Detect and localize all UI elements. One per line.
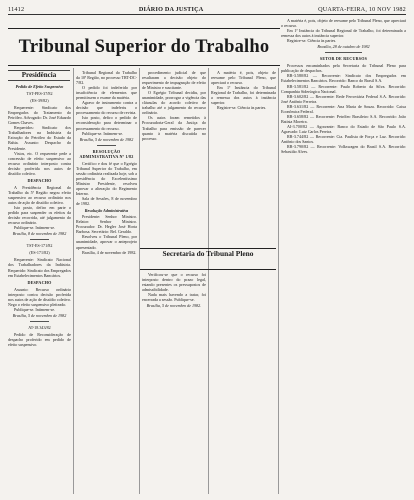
paragraph: Processos encaminhados pela Secretaria do Tribunal Pleno para publicação de despachos.	[281, 63, 406, 74]
separator	[325, 52, 363, 53]
column-3	[142, 70, 206, 245]
signature-date: Brasília, 28 de outubro de 1982	[317, 44, 370, 50]
paragraph: Resolveu o Tribunal Pleno, por unanimidade, aprovar o anteprojeto apresentado.	[76, 234, 137, 250]
paragraph: A matéria é, pois, objeto de reexame pelo Tribunal Pleno, que apreciará o recurso.	[281, 18, 406, 29]
list-item: RR-3.581/82 — Recorrente: Paulo Roberto da Silva. Recorrido: Companhia Siderúrgica Nacional.	[281, 83, 406, 94]
column-1	[8, 82, 71, 492]
paragraph: procedimento judicial de que resultaram a decisão objeto do requerimento de impugnação de efeito de Ministro e suscitante.	[142, 70, 206, 91]
paragraph: Em 1ª Instância do Tribunal Regional de Trabalho, foi determinada a remessa dos autos à instância superior.	[211, 85, 276, 106]
subheading: Pedido de Efeito Suspensivo	[15, 84, 64, 89]
paragraph: Requeridos: Sindicato dos Trabalhadores na Indústria da Extração do Petróleo do Estado da Bahia. Assunto: Despacho do Presidente.	[8, 125, 71, 151]
separator	[30, 321, 49, 322]
separator	[97, 145, 115, 146]
paragraph: Os autos foram remetidos à Procuradoria-Geral da Justiça do Trabalho para emissão de parecer quanto à matéria discutida no processo.	[142, 115, 206, 141]
paragraph: Agravo de instrumento contra a decisão que indeferiu o processamento do recurso de revista.	[76, 100, 137, 116]
paragraph: Requerente: Sindicato dos Empregados do Tratamento do Petróleo. Advogado: Dr. José Eduardo Gomes Chaves.	[8, 105, 71, 126]
paragraph: A matéria é, pois, objeto de reexame pelo Tribunal Pleno, que apreciará o recurso.	[211, 70, 276, 86]
list-item: RR-3.744/82 — Recorrente: Cia. Paulista de Força e Luz. Recorrido: Antônio dos Santos.	[281, 133, 406, 145]
subheading: DESPACHO	[27, 177, 52, 183]
journal-title: DIÁRIO DA JUSTIÇA	[138, 5, 204, 13]
list-item: RR-3.580/82 — Recorrente: Sindicato dos Empregados em Estabelecimentos Bancários. Recorrido: Banco do Brasil S.A.	[281, 73, 406, 84]
column-5	[281, 18, 406, 494]
process-number: TST-PES-37/82	[26, 91, 53, 97]
paragraph: Publique-se. Intimem-se.	[14, 306, 56, 312]
section-presidencia: Presidência	[8, 70, 70, 81]
issue-date: QUARTA-FEIRA, 10 NOV 1982	[318, 5, 406, 13]
paragraph: Em 1ª Instância do Tribunal Regional de Trabalho, foi determinada a remessa dos autos à instância superior.	[281, 28, 406, 39]
list-item: RR-3.602/82 — Recorrente: Rede Ferroviária Federal S.A. Recorrido: José Antônio Ferreira.	[281, 93, 406, 104]
paragraph: Presidente: Senhor Ministro. Relator: Senhor Ministro. Procurador: Dr. Hegler José Horta Barbosa. Secretário: Bel. Geraldo.	[76, 214, 137, 235]
list-item: RR-3.658/82 — Recorrente: Petróleo Brasileiro S.A. Recorrido: João Batista Moreira.	[281, 113, 406, 124]
page-number: 11412	[8, 5, 25, 13]
paragraph: Verificou-se que o recurso foi interposto dentro do prazo legal, estando presentes os pressupostos de admissibilidade.	[142, 272, 206, 293]
subheading: Resolução Administrativa	[84, 208, 129, 214]
signature-date: Brasília, 5 de novembro de 1982	[12, 312, 67, 318]
paragraph: Certifico e dou fé que o Egrégio Tribunal Superior do Trabalho, em sessão ordinária realizada hoje, sob a presidência do Excelentíssimo Ministro Presidente, resolveu aprovar a alteração do Regimento Interno.	[76, 160, 137, 197]
paragraph: O Egrégio Tribunal decidiu, por unanimidade, prorrogar a vigência das cláusulas do acordo coletivo de trabalho até o julgamento do recurso ordinário.	[142, 90, 206, 116]
paragraph: Nada mais havendo a tratar, foi encerrada a sessão. Publique-se.	[142, 292, 206, 303]
paragraph: A Presidência Regional do Trabalho da 5ª Região negou efeito suspensivo ao recurso ordinário nos autos de ação de dissídio coletivo.	[8, 184, 71, 205]
column-divider	[278, 68, 279, 494]
column-divider	[208, 68, 209, 494]
process-number: AT-18.343/82	[28, 324, 51, 330]
running-header	[8, 4, 406, 15]
subheading: DESPACHO	[27, 279, 52, 285]
separator	[30, 239, 49, 240]
signature-date: Brasília, 5 de novembro de 1982	[79, 136, 134, 142]
process-number: (ES-39/82)	[30, 98, 49, 104]
section-secretaria-pleno	[140, 248, 276, 270]
list-item: RR-3.790/82 — Recorrente: Volkswagen do Brasil S.A. Recorrido: Sebastião Alves.	[281, 144, 406, 155]
column-4	[211, 70, 276, 245]
list-item: RR-3.631/82 — Recorrente: Ana Maria de Souza. Recorrido: Caixa Econômica Federal.	[281, 103, 406, 114]
paragraph: Pedido de Reconsideração de despacho proferido em pedido de efeito suspensivo.	[8, 331, 71, 348]
process-number: TST-ES-171/82	[26, 243, 53, 249]
paragraph: Isto posto, defiro em parte o pedido para suspender os efeitos da decisão recorrida, até julgamento do recurso ordinário.	[8, 205, 71, 226]
paragraph: Brasília, 4 de novembro de 1982.	[82, 249, 137, 255]
paragraph: Publique-se. Intimem-se.	[82, 130, 124, 136]
list-item: AI-3.700/82 — Agravante: Banco do Estado de São Paulo S.A. Agravado: Luiz Carlos Pereira.	[281, 123, 406, 134]
paragraph: Requerente: Sindicato Nacional dos Trabalhadores da Indústria. Requerido: Sindicato dos Empregados em Estabelecimentos Bancários.	[8, 257, 71, 278]
process-number: (ES-171/82)	[29, 250, 50, 256]
paragraph: Registre-se. Ciência às partes.	[287, 38, 337, 44]
paragraph: Sala de Sessões, 8 de novembro de 1982.	[76, 196, 137, 207]
paragraph: O pedido foi indeferido por insuficiência de elementos que permitissem o exame da matéria.	[76, 85, 137, 101]
masthead-title: Tribunal Superior do Trabalho	[18, 36, 270, 57]
resolution-title: RESOLUÇÃO ADMINISTRATIVA Nº 1/82	[79, 148, 134, 159]
paragraph: Assunto: Recurso ordinário interposto contra decisão proferida nos autos de ação de dissídio coletivo. Nego o efeito suspensivo pleiteado.	[8, 286, 71, 307]
paragraph: Publique-se. Intimem-se.	[14, 225, 56, 231]
paragraph: Vistos, etc. O requerente pede a concessão de efeito suspensivo ao recurso ordinário interposto contra decisão proferida nos autos de dissídio coletivo.	[8, 150, 71, 176]
section-setor-recursos: SETOR DE RECURSOS	[319, 56, 368, 62]
section-title: Secretaria do Tribunal Pleno	[162, 249, 254, 258]
column-divider	[139, 68, 140, 494]
signature-date: Brasília, 8 de novembro de 1982	[12, 231, 67, 237]
paragraph: Registre-se. Ciência às partes.	[217, 105, 267, 111]
column-2	[76, 70, 137, 494]
masthead	[8, 28, 280, 66]
paragraph: Isto posto, defiro o pedido de reconsideração para determinar o processamento do recurso.	[76, 115, 137, 131]
column-3-lower	[142, 272, 206, 494]
signature-date: Brasília, 5 de novembro de 1982.	[146, 303, 202, 309]
paragraph: Tribunal Regional do Trabalho da 10ª Região, no processo TRT-DC-7/82.	[76, 70, 137, 86]
column-divider	[73, 68, 74, 494]
